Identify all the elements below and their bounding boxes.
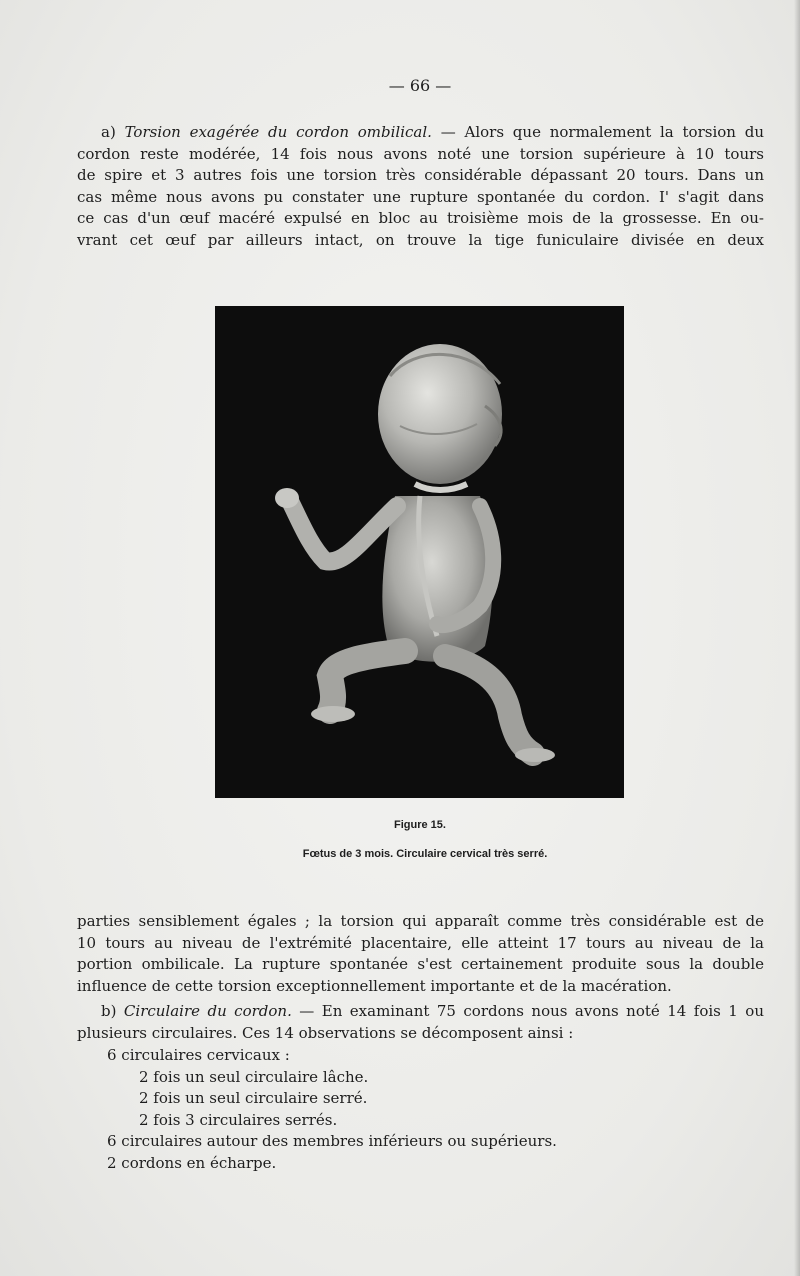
list-item: 2 cordons en écharpe.	[107, 1153, 277, 1172]
text-line: portion ombilicale. La rupture spontanée s'est certainement produite sous la double	[77, 955, 764, 973]
list-item: 2 fois un seul circulaire lâche.	[139, 1067, 369, 1086]
text-line: plusieurs circulaires. Ces 14 observations se décomposent ainsi :	[77, 1023, 574, 1042]
list-item: 6 circulaires autour des membres inférieurs ou supérieurs.	[107, 1132, 557, 1151]
figure-label: Figure 15.	[394, 819, 446, 831]
paragraph-torsion	[77, 122, 764, 251]
observation-list	[107, 1045, 557, 1175]
section-title: Circulaire du cordon.	[123, 1002, 292, 1020]
text-line: de spire et 3 autres fois une torsion très considérable dépassant 20 tours. Dans un	[77, 166, 764, 184]
figure-caption: Fœtus de 3 mois. Circulaire cervical très serré.	[302, 848, 548, 860]
list-item: 2 fois un seul circulaire serré.	[139, 1089, 368, 1108]
figure-photo	[215, 306, 624, 798]
text-line: 10 tours au niveau de l'extrémité placentaire, elle atteint 17 tours au niveau de la	[77, 933, 764, 952]
page-number: — 66 —	[388, 76, 452, 95]
text-line: ce cas d'un œuf macéré expulsé en bloc au troisième mois de la grossesse. En ou-	[77, 209, 764, 227]
text-line: influence de cette torsion exceptionnellement importante et de la macération.	[77, 976, 672, 995]
fetus-photo-icon	[215, 306, 624, 798]
text-line: a) Torsion exagérée du cordon ombilical. — Alors que normalement la torsion du	[101, 123, 764, 141]
text-line: b) Circulaire du cordon. — En examinant 75 cordons nous avons noté 14 fois 1 ou	[101, 1002, 764, 1020]
text-line: cas même nous avons pu constater une rupture spontanée du cordon. I' s'agit dans	[77, 187, 764, 206]
page-edge-shadow	[794, 0, 800, 1276]
list-item: 6 circulaires cervicaux :	[107, 1046, 290, 1064]
section-title: Torsion exagérée du cordon ombilical.	[124, 123, 432, 141]
section-label: a)	[101, 123, 116, 141]
paragraph-continuation	[77, 911, 764, 997]
section-label: b)	[101, 1002, 117, 1020]
paragraph-circulaire	[77, 1001, 764, 1044]
list-item: 2 fois 3 circulaires serrés.	[139, 1110, 338, 1129]
text-line: cordon reste modérée, 14 fois nous avons noté une torsion supérieure à 10 tours	[77, 144, 764, 163]
text-line: vrant cet œuf par ailleurs intact, on trouve la tige funiculaire divisée en deux	[77, 230, 764, 249]
text-line: parties sensiblement égales ; la torsion qui apparaît comme très considérable est de	[77, 912, 764, 930]
